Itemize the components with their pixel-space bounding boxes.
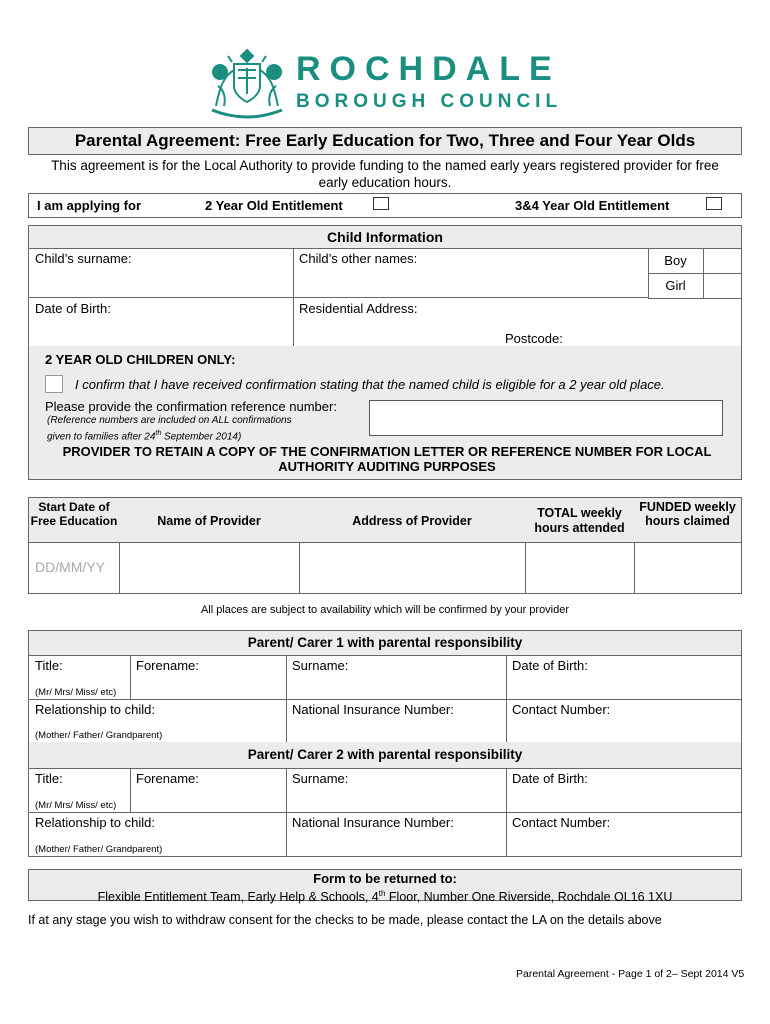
return-address: Flexible Entitlement Team, Early Help & Schools, 4th Floor, Number One Riverside, Rochdale OL16 1XU [97,889,673,905]
withdraw-note: If at any stage you wish to withdraw consent for the checks to be made, please contact the LA on the details above [28,913,662,927]
carer1-forename-label: Forename: [136,658,199,673]
carer1-dob-label: Date of Birth: [512,658,588,673]
child-info-heading: Child Information [28,225,742,249]
child-other-names-label: Child’s other names: [299,251,418,266]
col-provider-name: Name of Provider [119,497,300,543]
carer1-title-label: Title: [35,658,63,673]
confirm-text: I confirm that I have received confirmation stating that the named child is eligible for a 2 year old place. [75,377,665,392]
carer1-relationship-label: Relationship to child: [35,702,155,717]
boy-label: Boy [664,253,687,268]
reference-note-line1: (Reference numbers are included on ALL confirmations [47,415,292,426]
child-surname-cell[interactable] [28,248,294,298]
funded-hours-input[interactable] [634,542,742,594]
carer2-surname-label: Surname: [292,771,349,786]
return-box [28,869,742,905]
availability-note: All places are subject to availability which will be confirmed by your provider [200,604,570,616]
carer2-relationship-cell[interactable] [28,812,287,857]
residential-address-label: Residential Address: [299,301,418,316]
carer1-title-cell[interactable] [28,655,131,700]
page-footer: Parental Agreement - Page 1 of 2– Sept 2014 V5 [516,968,745,980]
return-heading: Form to be returned to: [313,871,457,886]
residential-address-cell[interactable] [293,298,742,347]
child-surname-label: Child’s surname: [35,251,132,266]
three-four-year-option-label: 3&4 Year Old Entitlement [515,198,670,213]
two-year-heading: 2 YEAR OLD CHILDREN ONLY: [45,352,236,367]
applying-label: I am applying for [37,198,142,213]
three-four-year-checkbox[interactable] [706,197,722,210]
carer1-relationship-cell[interactable] [28,699,287,743]
reference-note-line2: given to families after 24th September 2014) [47,430,242,443]
carer2-surname-cell[interactable] [286,768,507,813]
carer1-ni-cell[interactable] [286,699,507,743]
girl-label: Girl [665,278,686,293]
child-dob-cell[interactable] [28,298,294,347]
carer2-relationship-hint: (Mother/ Father/ Grandparent) [35,844,163,855]
col-funded-hours: FUNDED weekly hours claimed [634,497,742,543]
carer2-title-cell[interactable] [28,768,131,813]
child-dob-label: Date of Birth: [35,301,111,316]
carer2-ni-label: National Insurance Number: [292,815,454,830]
reference-label: Please provide the confirmation reference number: [45,399,337,414]
carer1-contact-cell[interactable] [506,699,742,743]
child-other-names-cell[interactable] [293,248,649,298]
carer1-title-hint: (Mr/ Mrs/ Miss/ etc) [35,687,117,698]
carer2-dob-cell[interactable] [506,768,742,813]
applying-row [28,193,742,218]
provider-notice: PROVIDER TO RETAIN A COPY OF THE CONFIRMATION LETTER OR REFERENCE NUMBER FOR LOCAL AUTHORITY AUDITING PURPOSES [62,444,712,474]
council-logo [206,46,288,120]
date-placeholder: DD/MM/YY [35,559,105,575]
reference-number-input[interactable] [369,400,723,436]
carer2-contact-label: Contact Number: [512,815,611,830]
carer1-heading: Parent/ Carer 1 with parental responsibility [28,630,742,656]
boy-checkbox[interactable] [703,248,742,274]
carer2-ni-cell[interactable] [286,812,507,857]
carer2-heading: Parent/ Carer 2 with parental responsibility [28,742,742,769]
council-name-line1: ROCHDALE [296,50,561,88]
total-hours-input[interactable] [525,542,635,594]
form-intro: This agreement is for the Local Authority to provide funding to the named early years registered provider for free early education hours. [51,158,719,190]
carer1-surname-cell[interactable] [286,655,507,700]
postcode-label: Postcode: [505,331,563,346]
confirm-checkbox[interactable] [45,375,63,393]
provider-name-input[interactable] [119,542,300,594]
boy-label-cell [648,248,704,274]
carer1-dob-cell[interactable] [506,655,742,700]
girl-label-cell [648,273,704,299]
col-total-hours: TOTAL weekly hours attended [525,497,635,543]
carer2-forename-cell[interactable] [130,768,287,813]
col-provider-address: Address of Provider [299,497,526,543]
two-year-checkbox[interactable] [373,197,389,210]
carer2-dob-label: Date of Birth: [512,771,588,786]
form-title: Parental Agreement: Free Early Education for Two, Three and Four Year Olds [28,127,742,155]
carer1-contact-label: Contact Number: [512,702,611,717]
col-start-date: Start Date of Free Education [28,497,120,543]
provider-address-input[interactable] [299,542,526,594]
reference-note [47,414,292,443]
carer2-relationship-label: Relationship to child: [35,815,155,830]
council-name-line2: BOROUGH COUNCIL [296,91,563,112]
two-year-section [28,346,742,480]
carer2-title-hint: (Mr/ Mrs/ Miss/ etc) [35,800,117,811]
start-date-input[interactable] [28,542,120,594]
carer1-ni-label: National Insurance Number: [292,702,454,717]
carer2-contact-cell[interactable] [506,812,742,857]
two-year-option-label: 2 Year Old Entitlement [205,198,343,213]
girl-checkbox[interactable] [703,273,742,299]
carer2-forename-label: Forename: [136,771,199,786]
council-name [296,50,596,114]
carer1-relationship-hint: (Mother/ Father/ Grandparent) [35,730,163,741]
carer1-forename-cell[interactable] [130,655,287,700]
coat-of-arms-icon [206,46,288,120]
carer1-surname-label: Surname: [292,658,349,673]
carer2-title-label: Title: [35,771,63,786]
